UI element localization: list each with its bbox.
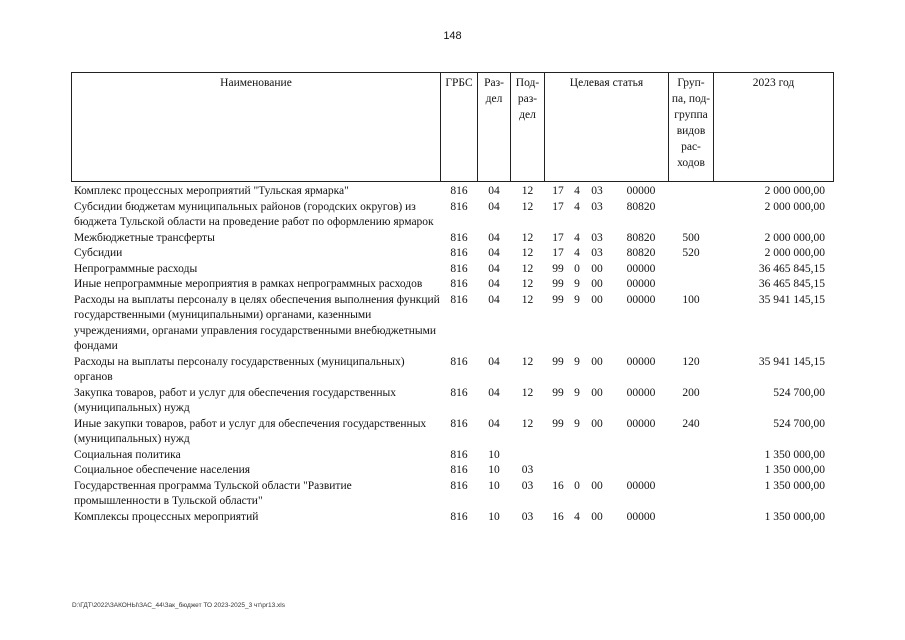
row-grbs: 816 [450,510,468,523]
row-podrazdel: 03 [521,510,534,523]
row-vid-rashodov: 520 [682,247,700,259]
table-row [71,184,833,200]
table-row [71,246,833,262]
column-header-vid-rashodov: Груп- па, под- группа видов рас- ходов [669,73,714,182]
row-razdel: 04 [488,247,500,259]
row-podrazdel: 12 [521,185,534,197]
table-body [71,184,833,525]
row-name: Субсидии бюджетам муниципальных районов (городских округов) из бюджета Тульской области на проведение работ по оформлению ярмарок [74,200,434,228]
row-cs-direction: 00000 [626,262,656,275]
column-header-celevaya-statya: Целевая статья [545,73,669,182]
footer-file-path: D:\ГДТ\2022\ЗАКОНЫ\ЗАС_44\Зак_бюджет ТО 2023-2025_3 чт\pr13.xls [72,602,285,609]
row-cs-element: 03 [591,231,603,244]
row-cs-program: 99 [552,262,564,275]
table-row [71,463,833,479]
column-header-grbs: ГРБС [441,73,478,182]
row-sum: 524 700,00 [773,386,825,399]
row-grbs: 816 [450,200,468,213]
row-cs-direction: 00000 [626,510,656,523]
row-cs-element: 00 [591,510,603,523]
row-podrazdel: 12 [521,278,534,290]
row-cs-program: 99 [552,293,564,306]
row-cs-element: 00 [591,355,603,368]
table-row [71,200,833,231]
row-cs-direction: 00000 [626,278,656,290]
row-cs-type: 9 [574,293,580,306]
row-cs-type: 0 [574,262,580,275]
table-header [71,72,834,182]
row-name: Непрограммные расходы [74,262,198,275]
row-cs-element: 00 [591,417,603,430]
table-row [71,448,833,464]
table-row [71,510,833,526]
column-header-podrazdel: Под- раз- дел [511,73,545,182]
row-cs-direction: 80820 [626,231,656,244]
column-header-razdel: Раз- дел [478,73,511,182]
table-row [71,277,833,293]
row-sum: 2 000 000,00 [764,231,825,244]
row-cs-type: 9 [574,386,580,399]
row-cs-type: 4 [574,185,580,197]
row-razdel: 04 [488,417,500,430]
row-razdel: 04 [488,231,500,244]
row-cs-type: 9 [574,278,580,290]
row-sum: 36 465 845,15 [758,262,825,275]
row-cs-element: 00 [591,278,603,290]
row-cs-program: 99 [552,417,564,430]
row-sum: 35 941 145,15 [758,293,825,306]
row-cs-program: 99 [552,355,564,368]
row-cs-element: 00 [591,262,603,275]
row-grbs: 816 [450,231,468,244]
row-cs-element: 00 [591,293,603,306]
row-grbs: 816 [450,386,468,399]
row-name: Субсидии [74,247,123,259]
row-vid-rashodov: 120 [682,355,700,368]
column-header-year: 2023 год [714,73,834,182]
row-cs-program: 16 [552,510,564,523]
row-vid-rashodov: 500 [682,231,700,244]
row-cs-direction: 00000 [626,386,656,399]
row-cs-type: 4 [574,510,580,523]
row-sum: 2 000 000,00 [764,247,825,259]
row-vid-rashodov: 100 [682,293,700,306]
row-podrazdel: 12 [521,386,534,399]
row-vid-rashodov: 240 [682,417,700,430]
row-cs-program: 99 [552,386,564,399]
row-cs-program: 17 [552,247,564,259]
row-podrazdel: 03 [521,464,534,476]
row-cs-element: 03 [591,185,603,197]
row-grbs: 816 [450,355,468,368]
row-cs-element: 00 [591,479,603,492]
table-row [71,231,833,247]
table-row [71,479,833,510]
row-grbs: 816 [450,278,468,290]
row-sum: 1 350 000,00 [764,510,825,523]
row-name: Закупка товаров, работ и услуг для обеспечения государственных (муниципальных) нужд [74,386,397,414]
row-cs-direction: 00000 [626,293,656,306]
row-cs-program: 17 [552,200,564,213]
row-podrazdel: 12 [521,231,534,244]
row-razdel: 10 [488,448,500,461]
row-cs-program: 16 [552,479,564,492]
row-cs-type: 9 [574,355,580,368]
row-podrazdel: 12 [521,355,534,368]
row-sum: 2 000 000,00 [764,185,825,197]
row-name: Расходы на выплаты персоналу в целях обеспечения выполнения функций государственными (муниципальными) органами, казенными учреждениями, органами управления государственными внебюджетными фондами [74,293,440,352]
row-podrazdel: 12 [521,247,534,259]
page-number: 148 [443,30,462,42]
row-sum: 2 000 000,00 [764,200,825,213]
row-cs-direction: 80820 [626,247,656,259]
row-grbs: 816 [450,448,468,461]
row-cs-type: 4 [574,247,580,259]
row-name: Социальное обеспечение населения [74,464,251,476]
row-name: Межбюджетные трансферты [74,231,215,244]
row-grbs: 816 [450,293,468,306]
row-grbs: 816 [450,464,468,476]
row-podrazdel: 12 [521,417,534,430]
row-sum: 524 700,00 [773,417,825,430]
row-sum: 36 465 845,15 [758,278,825,290]
row-razdel: 04 [488,185,500,197]
row-razdel: 04 [488,386,500,399]
row-cs-direction: 00000 [626,355,656,368]
row-name: Социальная политика [74,448,181,461]
row-name: Государственная программа Тульской области "Развитие промышленности в Тульской области" [74,479,352,507]
row-podrazdel: 12 [521,200,534,213]
table-row [71,293,833,355]
column-header-name: Наименование [72,73,441,182]
row-sum: 35 941 145,15 [758,355,825,368]
table-row [71,417,833,448]
row-sum: 1 350 000,00 [764,464,825,476]
row-cs-type: 4 [574,200,580,213]
row-cs-program: 17 [552,231,564,244]
row-grbs: 816 [450,262,468,275]
row-razdel: 10 [488,464,500,476]
row-cs-direction: 00000 [626,417,656,430]
row-cs-element: 03 [591,247,603,259]
row-name: Иные непрограммные мероприятия в рамках непрограммных расходов [74,278,423,290]
row-razdel: 10 [488,510,500,523]
row-cs-program: 17 [552,185,564,197]
row-cs-type: 0 [574,479,580,492]
row-cs-type: 4 [574,231,580,244]
row-cs-type: 9 [574,417,580,430]
row-grbs: 816 [450,185,468,197]
row-name: Расходы на выплаты персоналу государственных (муниципальных) органов [74,355,405,383]
row-grbs: 816 [450,417,468,430]
row-podrazdel: 12 [521,293,534,306]
table-row [71,355,833,386]
row-razdel: 04 [488,293,500,306]
row-razdel: 04 [488,278,500,290]
row-cs-direction: 00000 [626,479,656,492]
row-cs-element: 00 [591,386,603,399]
row-cs-direction: 00000 [626,185,656,197]
row-razdel: 04 [488,200,500,213]
row-razdel: 04 [488,355,500,368]
row-grbs: 816 [450,479,468,492]
row-podrazdel: 03 [521,479,534,492]
row-cs-element: 03 [591,200,603,213]
row-cs-direction: 80820 [626,200,656,213]
row-cs-program: 99 [552,278,564,290]
row-grbs: 816 [450,247,468,259]
row-name: Иные закупки товаров, работ и услуг для обеспечения государственных (муниципальных) нужд [74,417,427,445]
row-sum: 1 350 000,00 [764,448,825,461]
table-row [71,262,833,278]
row-sum: 1 350 000,00 [764,479,825,492]
row-name: Комплекс процессных мероприятий "Тульская ярмарка" [74,185,349,197]
row-vid-rashodov: 200 [682,386,700,399]
row-podrazdel: 12 [521,262,534,275]
row-razdel: 10 [488,479,500,492]
row-razdel: 04 [488,262,500,275]
table-row [71,386,833,417]
row-name: Комплексы процессных мероприятий [74,510,259,523]
